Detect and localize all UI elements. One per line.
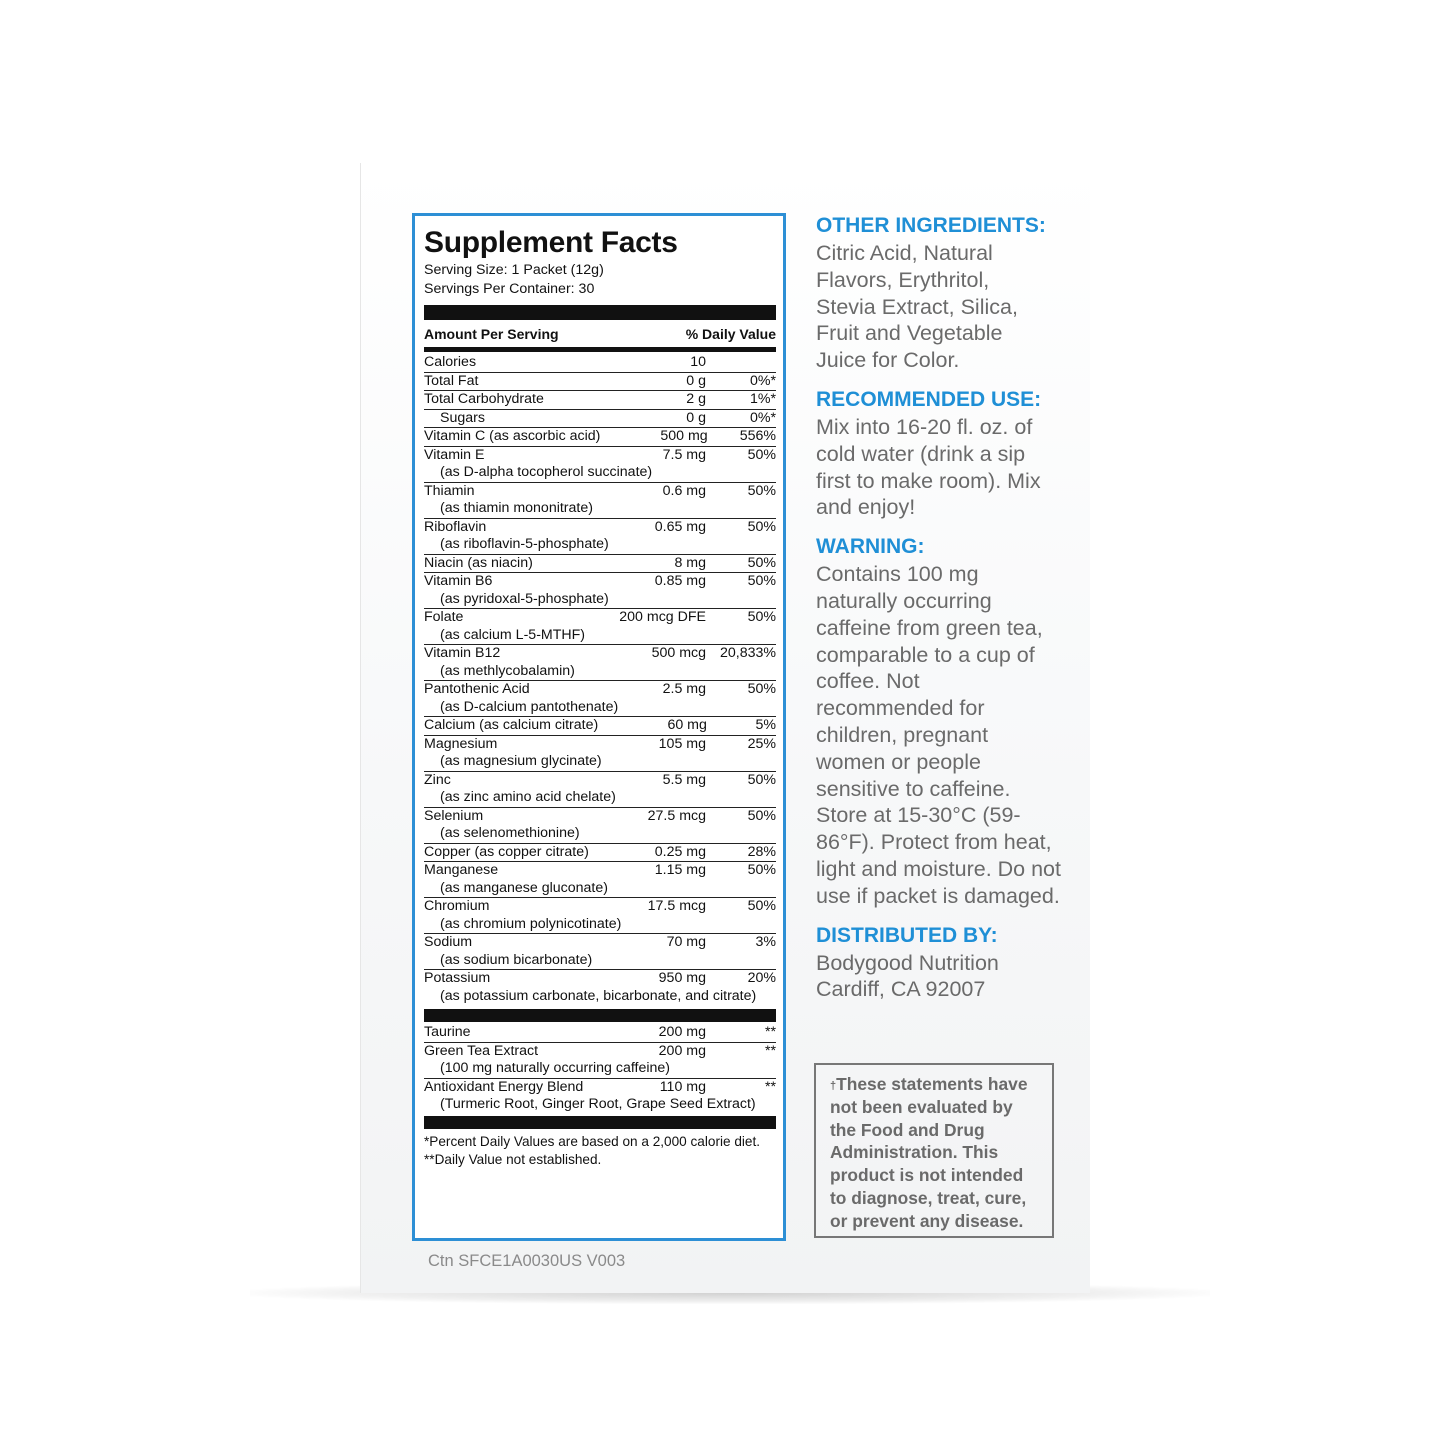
facts-row (424, 427, 776, 446)
facts-row (424, 1042, 776, 1078)
nutrient-source: (as magnesium glycinate) (440, 753, 602, 769)
thick-divider-3 (424, 1116, 776, 1129)
nutrient-source: (as potassium carbonate, bicarbonate, and citrate) (440, 987, 757, 1004)
other-ingredients-title: OTHER INGREDIENTS: (816, 214, 1046, 237)
nutrient-source: (as calcium L-5-MTHF) (440, 626, 586, 643)
nutrient-amount: 0.25 mg (654, 843, 706, 860)
nutrient-name: Manganese (424, 862, 499, 878)
nutrient-name: Vitamin E (424, 446, 485, 463)
nutrient-daily-value: 50% (747, 482, 776, 499)
nutrient-daily-value: ** (764, 1042, 776, 1059)
facts-title: Supplement Facts (424, 226, 678, 259)
facts-row (424, 861, 776, 897)
nutrient-name: Thiamin (424, 482, 475, 499)
nutrient-daily-value: 20,833% (719, 645, 776, 661)
footnote-percent-dv: *Percent Daily Values are based on a 2,000 calorie diet. (424, 1133, 761, 1149)
nutrient-name: Niacin (as niacin) (424, 554, 533, 571)
dagger-mark: † (830, 1080, 837, 1092)
nutrient-source: (as D-calcium pantothenate) (440, 698, 619, 715)
nutrient-amount: 110 mg (659, 1078, 706, 1095)
nutrient-source: (as sodium bicarbonate) (440, 951, 593, 968)
nutrient-amount: 200 mg (658, 1024, 706, 1040)
nutrient-name: Calories (424, 354, 477, 370)
nutrient-source: (100 mg naturally occurring caffeine) (440, 1060, 671, 1076)
nutrient-amount: 950 mg (658, 970, 706, 986)
nutrient-daily-value (706, 354, 776, 372)
facts-row (424, 354, 776, 372)
nutrient-amount: 0 g (686, 372, 706, 389)
nutrient-amount: 200 mcg DFE (619, 609, 706, 625)
nutrient-name: Calcium (as calcium citrate) (424, 717, 599, 733)
recommended-use-text: Mix into 16-20 fl. oz. of cold water (drink a sip first to make room). Mix and enjoy! (816, 414, 1041, 520)
nutrient-name: Sodium (424, 934, 473, 950)
nutrient-daily-value: ** (764, 1078, 776, 1095)
nutrient-daily-value: 50% (747, 898, 776, 914)
nutrient-daily-value: 3% (755, 934, 776, 950)
nutrient-name: Potassium (424, 970, 491, 986)
nutrient-name: Folate (424, 609, 464, 625)
nutrient-amount: 70 mg (666, 934, 706, 950)
nutrient-daily-value: ** (764, 1024, 776, 1040)
amount-per-serving-header: Amount Per Serving (424, 326, 559, 342)
nutrient-daily-value: 50% (747, 771, 776, 788)
nutrient-daily-value: 556% (739, 428, 776, 444)
facts-row (424, 969, 776, 1005)
nutrient-amount: 5.5 mg (662, 771, 706, 788)
nutrient-amount: 10 (690, 354, 706, 370)
nutrient-daily-value: 0%* (749, 409, 776, 426)
warning-text: Contains 100 mg naturally occurring caffeine from green tea, comparable to a cup of coffee. Not recommended for children, pregnant women or people sensitive to caffeine. Store at 15-30°C (59-86°F). Protect from heat, light and moisture. Do not use if packet is damaged. (816, 562, 1061, 908)
nutrient-name: Chromium (424, 898, 490, 914)
facts-row (424, 409, 776, 428)
nutrient-name: Sugars (440, 409, 485, 426)
thick-divider-2 (424, 1009, 776, 1022)
other-ingredient-rows (424, 1022, 776, 1114)
nutrient-amount: 2 g (686, 391, 706, 407)
facts-row (424, 1078, 776, 1114)
nutrient-daily-value: 50% (747, 554, 776, 571)
nutrient-daily-value: 0%* (749, 372, 776, 389)
footnote-dv-not-established: **Daily Value not established. (424, 1151, 602, 1167)
nutrient-source: (as thiamin mononitrate) (440, 500, 593, 516)
recommended-use-title: RECOMMENDED USE: (816, 387, 1042, 411)
facts-row (424, 897, 776, 933)
nutrient-name: Antioxidant Energy Blend (424, 1078, 584, 1095)
nutrient-name: Magnesium (424, 735, 498, 752)
nutrient-amount: 500 mcg (651, 645, 706, 661)
nutrient-daily-value: 50% (747, 609, 776, 625)
facts-row (424, 608, 776, 644)
nutrient-source: (as D-alpha tocopherol succinate) (440, 464, 653, 480)
nutrient-amount: 0 g (686, 409, 706, 426)
nutrient-amount: 200 mg (658, 1042, 706, 1059)
facts-row (424, 518, 776, 554)
nutrient-amount: 2.5 mg (662, 681, 706, 697)
serving-size: Serving Size: 1 Packet (12g) (424, 262, 604, 278)
facts-row (424, 771, 776, 807)
nutrient-name: Selenium (424, 807, 484, 824)
facts-row (424, 644, 776, 680)
column-header (424, 320, 776, 347)
thick-divider (424, 305, 776, 320)
nutrient-source: (as methlycobalamin) (440, 662, 575, 679)
servings-per-container: Servings Per Container: 30 (424, 281, 595, 297)
nutrient-daily-value: 5% (755, 717, 776, 733)
nutrient-amount: 500 mg (660, 428, 708, 444)
nutrient-daily-value: 50% (747, 681, 776, 697)
nutrient-daily-value: 50% (747, 518, 776, 535)
nutrient-daily-value: 50% (747, 862, 776, 878)
nutrient-name: Green Tea Extract (424, 1042, 539, 1059)
nutrient-source: (as chromium polynicotinate) (440, 915, 622, 932)
nutrient-amount: 60 mg (667, 717, 707, 733)
nutrient-daily-value: 50% (747, 446, 776, 463)
nutrient-source: (as zinc amino acid chelate) (440, 789, 616, 805)
facts-row (424, 807, 776, 843)
nutrient-source: (as manganese gluconate) (440, 879, 608, 896)
distributed-by-title: DISTRIBUTED BY: (816, 923, 998, 947)
nutrient-name: Vitamin B6 (424, 573, 493, 589)
facts-row (424, 390, 776, 409)
facts-row (424, 482, 776, 518)
facts-row (424, 716, 776, 735)
other-ingredients-text: Citric Acid, Natural Flavors, Erythritol, Stevia Extract, Silica, Fruit and Vegetable Juice for Color. (816, 241, 1018, 373)
facts-row (424, 1024, 776, 1042)
facts-row (424, 572, 776, 608)
carton-code: Ctn SFCE1A0030US V003 (428, 1252, 626, 1270)
nutrient-amount: 0.85 mg (654, 573, 706, 589)
info-column (816, 212, 1076, 1003)
nutrient-daily-value: 50% (747, 807, 776, 824)
facts-row (424, 680, 776, 716)
nutrient-amount: 17.5 mcg (647, 898, 706, 914)
nutrient-daily-value: 50% (747, 573, 776, 589)
nutrient-daily-value: 28% (747, 843, 776, 860)
facts-row (424, 372, 776, 391)
fda-disclaimer-box (814, 1063, 1054, 1238)
nutrient-name: Vitamin C (as ascorbic acid) (424, 428, 601, 444)
daily-value-header: % Daily Value (685, 326, 776, 342)
nutrient-amount: 7.5 mg (662, 446, 706, 463)
nutrient-daily-value: 1%* (749, 391, 776, 407)
nutrient-daily-value: 20% (747, 970, 776, 986)
warning-title: WARNING: (816, 535, 925, 559)
nutrient-name: Copper (as copper citrate) (424, 843, 589, 860)
facts-row (424, 554, 776, 573)
facts-row (424, 446, 776, 482)
nutrient-name: Zinc (424, 771, 451, 788)
nutrient-amount: 1.15 mg (654, 862, 706, 878)
facts-row (424, 933, 776, 969)
nutrient-source: (Turmeric Root, Ginger Root, Grape Seed Extract) (440, 1096, 756, 1112)
nutrient-name: Total Fat (424, 372, 479, 389)
distributor-address: Cardiff, CA 92007 (816, 977, 986, 1002)
distributor-name: Bodygood Nutrition (816, 950, 999, 975)
nutrient-name: Taurine (424, 1024, 471, 1040)
nutrient-source: (as riboflavin-5-phosphate) (440, 536, 609, 552)
nutrient-amount: 0.6 mg (662, 482, 706, 499)
nutrient-amount: 0.65 mg (654, 518, 706, 535)
facts-row (424, 843, 776, 862)
nutrient-amount: 8 mg (674, 554, 706, 571)
facts-row (424, 735, 776, 771)
fda-disclaimer-text: These statements have not been evaluated by the Food and Drug Administration. This product is not intended to diagnose, treat, cure, or prevent any disease. (830, 1074, 1028, 1231)
nutrient-source: (as pyridoxal-5-phosphate) (440, 590, 609, 607)
nutrient-name: Vitamin B12 (424, 645, 501, 661)
nutrient-source: (as selenomethionine) (440, 825, 580, 841)
nutrient-rows (424, 352, 776, 1005)
nutrient-name: Riboflavin (424, 518, 487, 535)
nutrient-name: Pantothenic Acid (424, 681, 530, 697)
nutrient-amount: 27.5 mcg (647, 807, 706, 824)
nutrient-name: Total Carbohydrate (424, 391, 544, 407)
supplement-facts-panel (412, 213, 786, 1241)
nutrient-amount: 105 mg (658, 735, 706, 752)
nutrient-daily-value: 25% (747, 735, 776, 752)
